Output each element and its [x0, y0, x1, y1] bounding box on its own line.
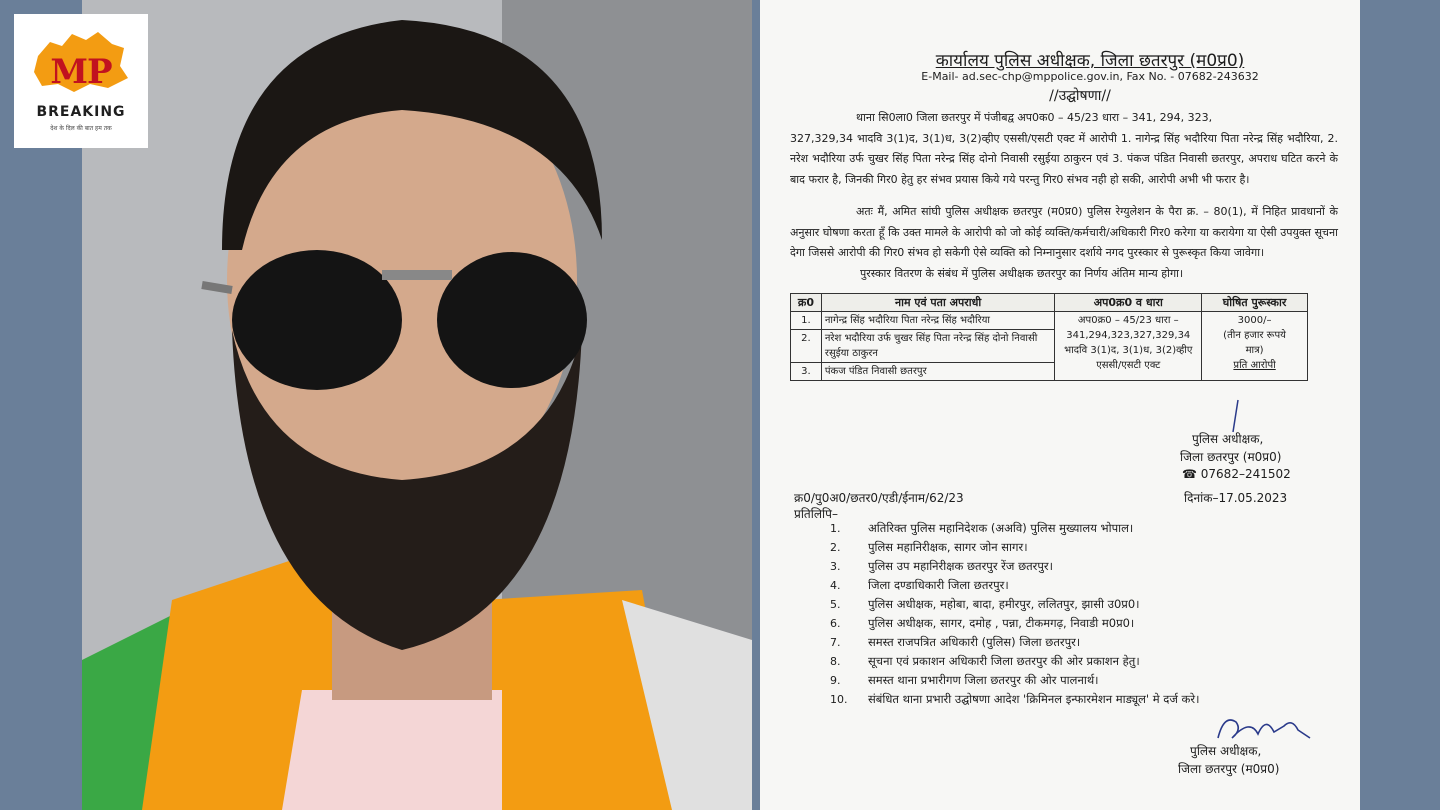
logo-breaking-text: BREAKING: [36, 104, 126, 120]
list-item-number: 4.: [830, 579, 841, 592]
proclamation-document: [760, 0, 1360, 810]
list-item: पुलिस महानिरीक्षक, सागर जोन सागर।: [868, 540, 1028, 554]
row-number: 2.: [791, 330, 822, 363]
signature1-phone: 07682–241502: [1200, 467, 1291, 481]
reference-number: क्र0/पु0अ0/छतर0/एडी/ईनाम/62/23: [794, 491, 964, 505]
list-item-number: 1.: [830, 522, 841, 535]
reward-amount: 3000/–: [1237, 315, 1272, 326]
list-item: संबंधित थाना प्रभारी उद्घोषणा आदेश 'क्रिमिनल इन्फारमेशन माड्यूल' मे दर्ज करे।: [868, 692, 1200, 706]
logo-mp-text: MP: [50, 52, 112, 92]
list-item: सूचना एवं प्रकाशन अधिकारी जिला छतरपुर की ओर प्रकाशन हेतु।: [868, 654, 1140, 668]
table-header-row: [791, 294, 1308, 312]
office-title: कार्यालय पुलिस अधीक्षक, जिला छतरपुर (म0प्र0): [935, 51, 1245, 71]
copy-to-label: प्रतिलिपि–: [794, 507, 838, 521]
mp-breaking-logo: [14, 14, 148, 148]
order-date: दिनांक–17.05.2023: [1184, 491, 1288, 505]
list-item-number: 10.: [830, 693, 848, 706]
case-line: एससी/एसटी एक्ट: [1096, 360, 1161, 371]
list-item: जिला दण्डाधिकारी जिला छतरपुर।: [868, 578, 1009, 592]
reward-per-accused: प्रति आरोपी: [1233, 360, 1276, 371]
list-item: समस्त राजपत्रित अधिकारी (पुलिस) जिला छतरपुर।: [868, 635, 1081, 649]
signature2-district: जिला छतरपुर (म0प्र0): [1178, 762, 1280, 776]
list-item-number: 7.: [830, 636, 841, 649]
list-item-number: 9.: [830, 674, 841, 687]
list-item: पुलिस अधीक्षक, महोबा, बादा, हमीरपुर, ललितपुर, झासी उ0प्र0।: [868, 597, 1140, 611]
list-item: पुलिस उप महानिरीक्षक छतरपुर रेंज छतरपुर।: [868, 559, 1053, 573]
list-item: पुलिस अधीक्षक, सागर, दमोह , पन्ना, टीकमगढ़, निवाडी म0प्र0।: [868, 616, 1135, 630]
person-photo: [82, 0, 752, 810]
paragraph-case-first-line: थाना सि0ला0 जिला छतरपुर में पंजीबद्व अप0क0 – 45/23 धारा – 341, 294, 323,: [856, 111, 1213, 124]
list-item-number: 6.: [830, 617, 841, 630]
case-line: भादवि 3(1)द, 3(1)ध, 3(2)व्हीए: [1064, 345, 1193, 356]
proclamation-heading: //उद्घोषणा//: [1049, 88, 1111, 104]
accused-name: नरेश भदौरिया उर्फ चुखर सिंह पिता नरेन्द्र सिंह दोनो निवासी रसुईया ठाकुरन: [821, 330, 1055, 363]
paragraph-announcement-text: अतः मैं, अमित सांघी पुलिस अधीक्षक छतरपुर (म0प्र0) पुलिस रेग्युलेशन के पैरा क्र. – 80(1), में निहित प्रावधानों के अनुसार घोषणा करता हूँ कि उक्त मामले के आरोपी को जो कोई व्यक्ति/कर्मचारी/अधिकारी गिर0 करेगा या करायेगा या ऐसी उपयुक्त सूचना देगा जिससे आरोपी की गिर0 संभव हो सकेगी ऐसे व्यक्ति को निम्नानुसार दर्शाये नगद पुरस्कार से पुरूस्कृत किया जावेगा।: [790, 205, 1338, 259]
paragraph-announcement: [790, 202, 1338, 264]
signature-mark: [1230, 398, 1242, 434]
table-header: क्र0: [791, 294, 822, 312]
list-item-number: 3.: [830, 560, 841, 573]
contact-line: E-Mail- ad.sec-chp@mppolice.gov.in, Fax No. - 07682-243632: [921, 70, 1259, 83]
accused-name: पंकज पंडित निवासी छतरपुर: [821, 363, 1055, 381]
case-line: 341,294,323,327,329,34: [1066, 330, 1191, 341]
signature1-district: जिला छतरपुर (म0प्र0): [1180, 450, 1282, 464]
list-item-number: 5.: [830, 598, 841, 611]
signature1-title: पुलिस अधीक्षक,: [1192, 432, 1264, 446]
list-item: समस्त थाना प्रभारीगण जिला छतरपुर की ओर पालनार्थ।: [868, 673, 1099, 687]
reward-details: [1202, 312, 1308, 381]
row-number: 3.: [791, 363, 822, 381]
accused-name: नागेन्द्र सिंह भदौरिया पिता नरेन्द्र सिंह भदौरिया: [821, 312, 1055, 330]
table-header: अप0क्र0 व धारा: [1055, 294, 1202, 312]
signature2-title: पुलिस अधीक्षक,: [1190, 744, 1262, 758]
row-number: 1.: [791, 312, 822, 330]
reward-words-end: मात्र): [1245, 345, 1264, 356]
table-header: नाम एवं पता अपराधी: [821, 294, 1055, 312]
paragraph-reward-decision: पुरस्कार वितरण के संबंध में पुलिस अधीक्षक छतरपुर का निर्णय अंतिम मान्य होगा।: [860, 267, 1184, 280]
table-header: घोषित पुरूस्कार: [1202, 294, 1308, 312]
paragraph-case-body: 327,329,34 भादवि 3(1)द, 3(1)ध, 3(2)व्हीए एससी/एसटी एक्ट में आरोपी 1. नागेन्द्र सिंह भदौरिया पिता नरेन्द्र सिंह भदौरिया, 2. नरेश भदौरिया उर्फ चुखर सिंह पिता नरेन्द्र सिंह दोनो निवासी रसुईया ठाकुरन एवं 3. पंकज पंडित निवासी छतरपुर, अपराध घटित करने के बाद फरार है, जिनकी गिर0 हेतु हर संभव प्रयास किये गये परन्तु गिर0 संभव नही हो सकी, आरोपी अभी भी फरार है।: [790, 131, 1338, 186]
portrait-illustration: [82, 0, 752, 810]
signature1-phone-row: [1182, 467, 1291, 481]
list-item: अतिरिक्त पुलिस महानिदेशक (अअवि) पुलिस मुख्यालय भोपाल।: [868, 521, 1134, 535]
reward-words: (तीन हजार रूपये: [1223, 330, 1286, 341]
case-details: [1055, 312, 1202, 381]
table-row: [791, 312, 1308, 330]
list-item-number: 8.: [830, 655, 841, 668]
logo-tagline: देश के दिल की बात हम तक: [50, 125, 112, 132]
case-line: अप0क्र0 – 45/23 धारा –: [1077, 315, 1179, 326]
paragraph-case: [790, 108, 1338, 190]
reward-table: [790, 293, 1308, 381]
list-item-number: 2.: [830, 541, 841, 554]
telephone-icon: ☎: [1182, 467, 1197, 481]
